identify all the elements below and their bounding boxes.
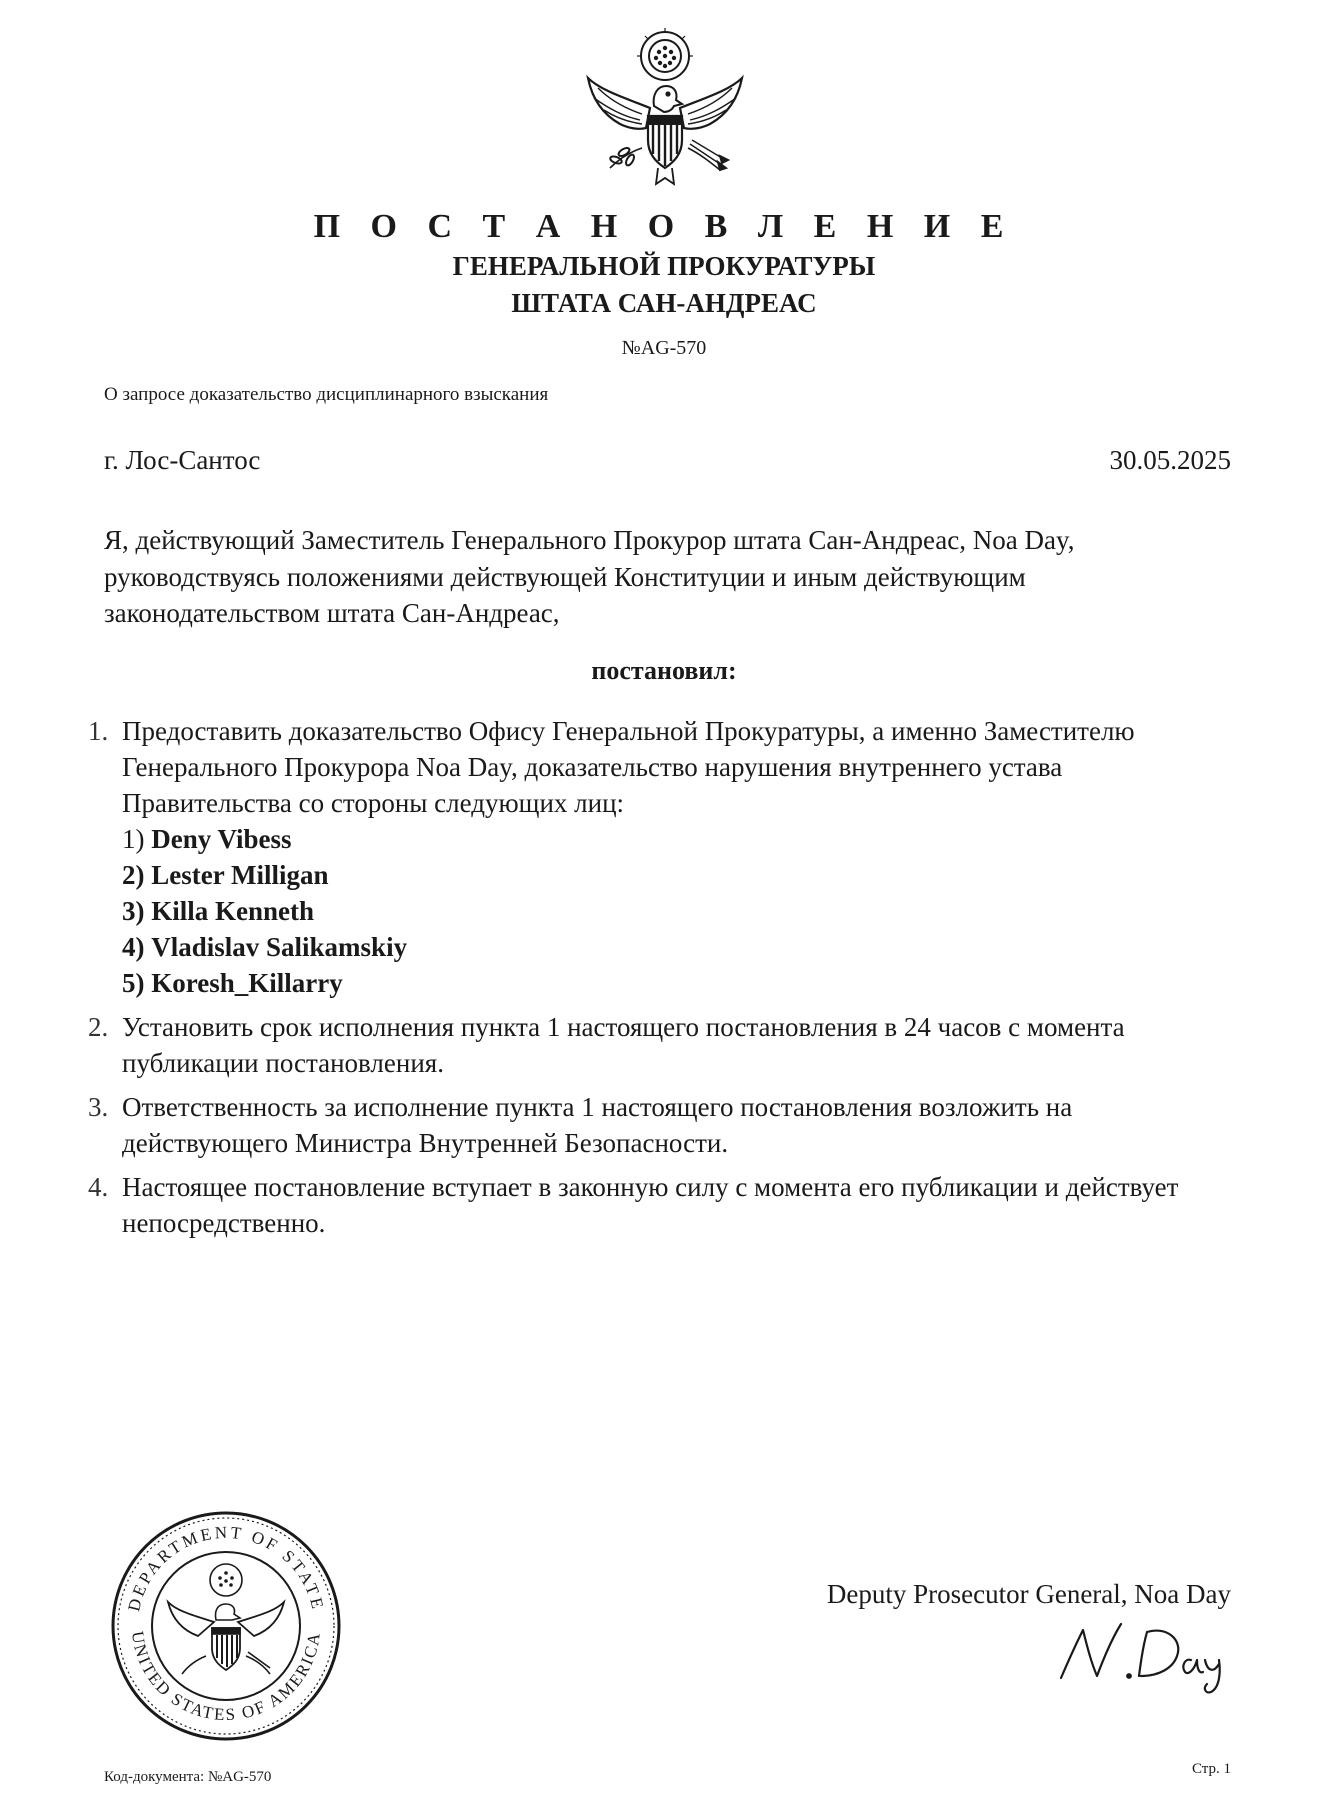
clauses-list: [0, 713, 1328, 1249]
person-item: [122, 929, 1212, 965]
person-item: [122, 857, 1212, 893]
document-date: 30.05.2025: [1109, 445, 1231, 475]
person-item: [122, 965, 1212, 1001]
clause-item: [0, 713, 1212, 1001]
person-name: Vladislav Salikamskiy: [151, 932, 408, 962]
svg-text:DEPARTMENT OF STATE: [124, 1523, 328, 1613]
person-number: 4): [122, 932, 145, 962]
clause-text: Предоставить доказательство Офису Генеральной Прокуратуры, а именно Заместителю Генерального Прокурора Noa Day, доказательство нарушения внутреннего устава Правительства со стороны следующих лиц:: [122, 716, 1135, 818]
state-seal-icon: [110, 1510, 342, 1742]
person-number: 3): [122, 896, 145, 926]
clause-item: [0, 1169, 1212, 1241]
handwritten-signature: [1055, 1616, 1235, 1696]
seal-ring-text-bottom: UNITED STATES OF AMERICA: [127, 1629, 325, 1725]
persons-list: [122, 821, 1212, 1001]
document-number: №AG-570: [621, 337, 707, 359]
clause-number: 2.: [88, 1012, 109, 1042]
clause-text: Настоящее постановление вступает в законную силу с момента его публикации и действует непосредственно.: [122, 1172, 1179, 1238]
seal-ring-text-top: DEPARTMENT OF STATE: [124, 1522, 328, 1614]
preamble-text: Я, действующий Заместитель Генерального Прокурор штата Сан-Андреас, Noa Day, руководствуясь положениями действующей Конституции и иным действующим законодательством штата Сан-Андреас,: [104, 525, 1075, 628]
document-title: П О С Т А Н О В Л Е Н И Е: [313, 208, 1015, 245]
resolved-heading: постановил:: [591, 656, 737, 685]
person-name: Lester Milligan: [151, 860, 329, 890]
document-code: Код-документа: №AG-570: [104, 1769, 272, 1785]
clause-item: [0, 1089, 1212, 1161]
document-subject: О запросе доказательство дисциплинарного взыскания: [104, 384, 549, 405]
eagle-emblem-icon: [580, 28, 750, 194]
person-name: Koresh_Killarry: [151, 968, 343, 998]
person-item: [122, 821, 1212, 857]
person-number: 5): [122, 968, 145, 998]
person-name: Deny Vibess: [151, 824, 292, 854]
person-item: [122, 893, 1212, 929]
clause-item: [0, 1009, 1212, 1081]
clause-number: 1.: [88, 716, 109, 746]
clause-number: 3.: [88, 1092, 109, 1122]
person-name: Killa Kenneth: [151, 896, 315, 926]
person-number: 2): [122, 860, 145, 890]
document-subtitle-line2: ШТАТА САН-АНДРЕАС: [511, 288, 817, 318]
document-place: г. Лос-Сантос: [104, 445, 261, 475]
clause-text: Установить срок исполнения пункта 1 настоящего постановления в 24 часов с момента публикации постановления.: [122, 1012, 1125, 1078]
clause-number: 4.: [88, 1172, 109, 1202]
clause-text: Ответственность за исполнение пункта 1 настоящего постановления возложить на действующего Министра Внутренней Безопасности.: [122, 1092, 1073, 1158]
signatory-role: Deputy Prosecutor General, Noa Day: [826, 1579, 1231, 1609]
page-number: Стр. 1: [1191, 1761, 1231, 1777]
person-number: 1): [122, 824, 145, 854]
document-subtitle-line1: ГЕНЕРАЛЬНОЙ ПРОКУРАТУРЫ: [452, 251, 876, 281]
